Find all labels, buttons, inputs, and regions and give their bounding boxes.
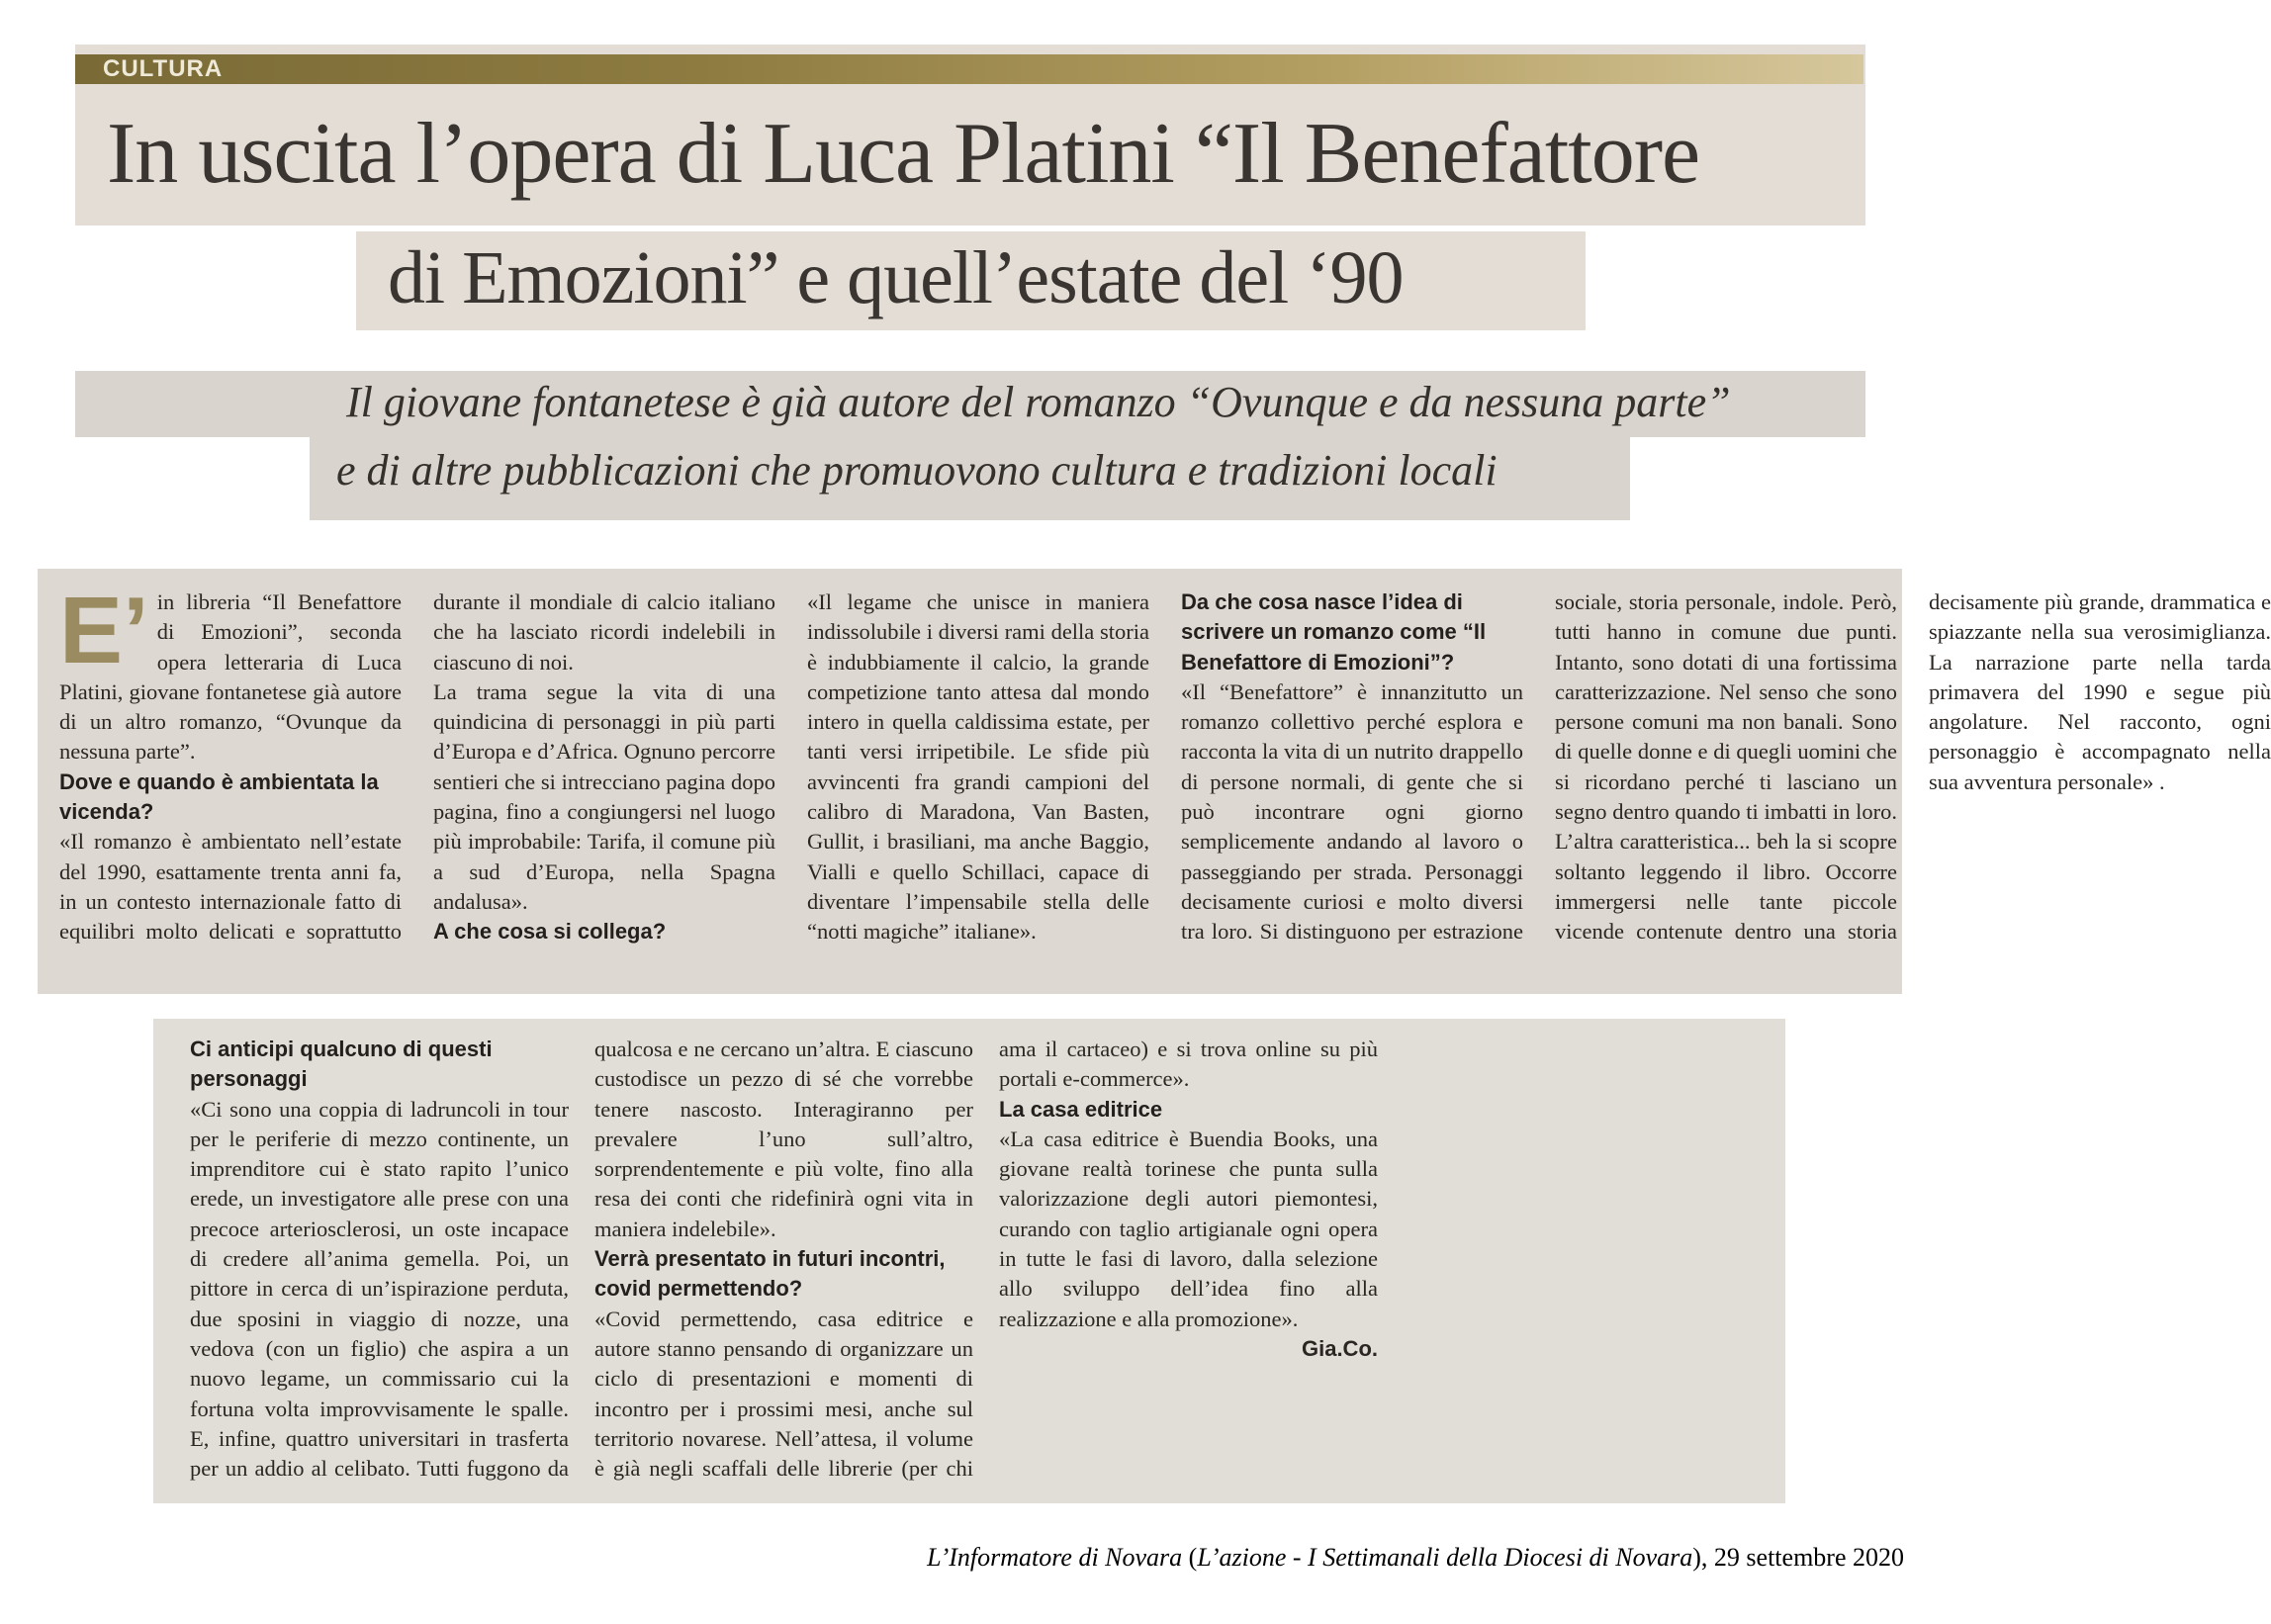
article-body-upper xyxy=(59,578,2271,968)
author-signature: Gia.Co. xyxy=(1301,1335,1378,1361)
question-3: Da che cosa nasce l’idea di scrivere un romanzo come “Il Benefattore di Emozioni”? xyxy=(1181,589,1487,675)
answer-6: «La casa editrice è Buendia Books, una giovane realtà torinese che punta sulla valorizzazione degli autori piemontesi, curando con taglio artigianale ogni opera in tutte le fasi di lavoro, dalla selezione allo sviluppo dell’idea fino alla realizzazione e alla promozione». xyxy=(999,1126,1378,1331)
answer-1-part-1: «Il romanzo è ambientato nell’estate del 1990, esattamente trenta anni fa, in un contesto internazionale fatto di equilibri molto delicati e soprattutto durante il mondiale di calcio italiano che ha lasciato ricordi indelebili in ciascuno di noi. xyxy=(59,589,775,945)
caption-source: L’azione - I Settimanali della Diocesi di Novara xyxy=(1197,1543,1693,1572)
answer-3: «Il “Benefattore” è innanzitutto un romanzo collettivo perché esplora e racconta la vita di un nutrito drappello di persone normali, di gente che si può incontrare ogni giorno semplicemente andando al lavoro o passeggiando per strada. Personaggi decisamente curiosi e molto diversi tra loro. Si distinguono per estrazione sociale, storia personale, indole. Però, tutti hanno in comune due punti. Intanto, sono dotati di una fortissima caratterizzazione. Nel senso che sono persone comuni ma non banali. Sono di quelle donne e di quegli uomini che si ricordano perché ti lasciano un segno dentro quando ti imbatti in loro. L’altra caratteristica... beh la si scopre soltanto leggendo il libro. Occorre immergersi nelle tante piccole vicende contenute dentro una storia decisamente più grande, drammatica e spiazzante nella sua verosimiglianza. La narrazione parte nella tarda primavera del 1990 e segue più angolature. Nel racconto, ogni personaggio è accompagnato nella sua avventura personale» . xyxy=(1181,589,2271,945)
question-6: La casa editrice xyxy=(999,1096,1163,1122)
question-4: Ci anticipi qualcuno di questi personaggi xyxy=(190,1037,493,1092)
article-body-lower xyxy=(190,1035,1782,1489)
subheadline-line-1: Il giovane fontanetese è già autore del romanzo “Ovunque e da nessuna parte” xyxy=(346,378,1731,426)
subheadline-line-2: e di altre pubblicazioni che promuovono cultura e tradizioni locali xyxy=(336,446,1498,495)
answer-4: «Ci sono una coppia di ladruncoli in tour per le periferie di mezzo continente, un imprenditore cui è stato rapito l’unico erede, un investigatore alle prese con una precoce arteriosclerosi, un oste incapace di credere all’anima gemella. Poi, un pittore in cerca di un’ispirazione perduta, due sposini in viaggio di nozze, una vedova (con un figlio) che aspira a un nuovo legame, un commissario cui la fortuna volta improvvisamente le spalle. E, infine, quattro universitari in trasferta per un addio al celibato. Tutti fuggono da qualcosa e ne cercano un’altra. E ciascuno custodisce un pezzo di sé che vorrebbe tenere nascosto. Interagiranno per prevalere l’uno sull’altro, sorprendentemente e più volte, fino alla resa dei conti che ridefinirà ogni vita in maniera indelebile». xyxy=(190,1037,973,1482)
question-1: Dove e quando è ambientata la vicenda? xyxy=(59,768,379,825)
section-bar xyxy=(75,54,1863,84)
caption-date: ), 29 settembre 2020 xyxy=(1692,1543,1904,1572)
answer-1-part-2: La trama segue la vita di una quindicina di personaggi in più parti d’Europa e d’Africa. Ognuno percorre sentieri che si intrecciano pagina dopo pagina, fino a congiungersi nel luogo più improbabile: Tarifa, il comune più a sud d’Europa, nella Spagna andalusa». xyxy=(433,678,775,914)
question-2: A che cosa si collega? xyxy=(433,919,667,945)
drop-cap: E’ xyxy=(59,578,149,683)
answer-5: «Covid permettendo, casa editrice e autore stanno pensando di organizzare un ciclo di presentazioni e momenti di incontro per i prossimi mesi, anche sul territorio novarese. Nell’attesa, il volume è già negli scaffali delle librerie (per chi ama il cartaceo) e si trova online su più portali e-commerce». xyxy=(594,1037,1378,1482)
article-intro: in libreria “Il Benefattore di Emozioni”, seconda opera letteraria di Luca Platini, giovane fontanetese già autore di un altro romanzo, “Ovunque da nessuna parte”. xyxy=(59,589,402,765)
question-5: Verrà presentato in futuri incontri, covid permettendo? xyxy=(594,1246,946,1302)
source-caption xyxy=(927,1543,1904,1573)
headline-line-1: In uscita l’opera di Luca Platini “Il Benefattore xyxy=(107,106,1700,202)
caption-open-paren: ( xyxy=(1182,1543,1198,1572)
section-label: CULTURA xyxy=(103,55,224,82)
caption-publication: L’Informatore di Novara xyxy=(927,1543,1183,1572)
answer-2: «Il legame che unisce in maniera indissolubile i diversi rami della storia è indubbiamente il calcio, la grande competizione tanto attesa dal mondo intero in quella caldissima estate, per tanti versi irripetibile. Le sfide più avvincenti fra grandi campioni del calibro di Maradona, Van Basten, Gullit, i brasiliani, ma anche Baggio, Vialli e quello Schillaci, capace di diventare l’impensabile stella delle “notti magiche” italiane». xyxy=(807,589,1149,945)
headline-line-2: di Emozioni” e quell’estate del ‘90 xyxy=(388,236,1404,319)
